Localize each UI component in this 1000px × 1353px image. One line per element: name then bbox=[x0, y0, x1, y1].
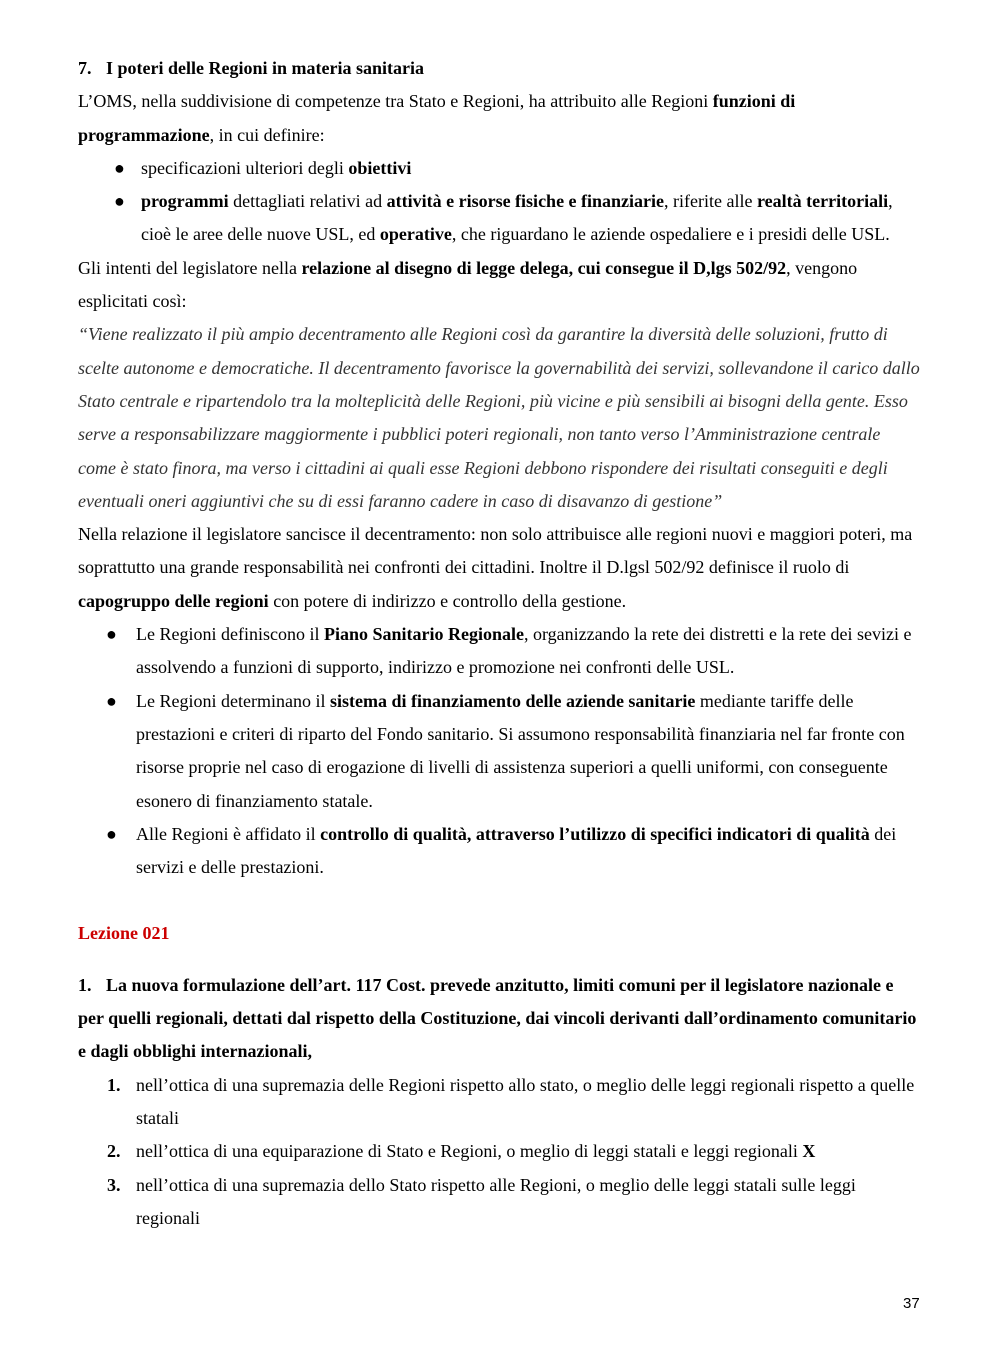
item-text: dettagliati relativi ad bbox=[228, 191, 387, 212]
list-item bbox=[78, 152, 920, 185]
answer-option bbox=[78, 1135, 920, 1168]
item-text: specificazioni ulteriori degli bbox=[141, 157, 349, 178]
list-item bbox=[78, 618, 920, 685]
intent-text: Gli intenti del legislatore nella bbox=[78, 257, 302, 278]
answer-text: nell’ottica di una supremazia dello Stato rispetto alle Regioni, o meglio delle leggi statali sulle leggi regionali bbox=[136, 1174, 856, 1228]
item-text: , riferite alle bbox=[664, 191, 757, 212]
bullet-icon: ● bbox=[106, 823, 117, 844]
question-text: La nuova formulazione dell’art. 117 Cost. prevede anzitutto, limiti comuni per il legislatore nazionale e per quelli regionali, dettati dal rispetto della Costituzione, dai vincoli derivanti dall’ordinamento comunitario e dagli obblighi internazionali, bbox=[78, 974, 917, 1062]
item-bold: obiettivi bbox=[348, 157, 412, 178]
intent-text-end: , vengono esplicitati così: bbox=[78, 257, 858, 312]
item-bold: attività e risorse fisiche e finanziarie bbox=[386, 191, 665, 212]
bullet-icon: ● bbox=[106, 624, 117, 645]
item-text: Le Regioni determinano il bbox=[136, 690, 330, 711]
answer-option bbox=[78, 1169, 920, 1236]
bullet-icon: ● bbox=[106, 690, 117, 711]
section-number: 7. bbox=[78, 58, 92, 78]
intro-paragraph bbox=[78, 85, 920, 152]
answer-number: 2. bbox=[107, 1141, 121, 1162]
item-text: , organizzando la rete dei distretti e la rete dei sevizi e assolvendo a funzioni di supporto, indirizzo e promozione nei confronti delle USL. bbox=[136, 624, 912, 678]
relation-text-end: con potere di indirizzo e controllo della gestione. bbox=[268, 590, 627, 611]
question-number: 1. bbox=[78, 974, 92, 995]
list-item bbox=[78, 185, 920, 252]
answer-number: 1. bbox=[107, 1074, 121, 1095]
question bbox=[78, 969, 920, 1069]
intent-bold: relazione al disegno di legge delega, cui consegue il D,lgs 502/92 bbox=[301, 257, 787, 278]
bullet-icon: ● bbox=[114, 157, 125, 178]
answer-list bbox=[78, 1069, 920, 1235]
section-title: I poteri delle Regioni in materia sanitaria bbox=[106, 58, 424, 78]
item-bold: controllo di qualità, attraverso l’utilizzo di specifici indicatori di qualità bbox=[320, 823, 870, 844]
section-heading bbox=[78, 52, 920, 85]
lesson-heading: Lezione 021 bbox=[78, 923, 170, 944]
objectives-list bbox=[78, 152, 920, 252]
item-bold: sistema di finanziamento delle aziende sanitarie bbox=[329, 690, 696, 711]
list-item bbox=[78, 685, 920, 818]
relation-text: Nella relazione il legislatore sancisce il decentramento: non solo attribuisce alle regioni nuovi e maggiori poteri, ma soprattutto una grande responsabilità nei confronti dei cittadini. Inoltre il D.lgsl 502/92 definisce il ruolo di bbox=[78, 524, 913, 578]
answer-text: nell’ottica di una supremazia delle Regioni rispetto allo stato, o meglio delle leggi regionali rispetto a quelle statali bbox=[136, 1074, 915, 1128]
intent-paragraph bbox=[78, 252, 920, 319]
document-page bbox=[78, 52, 920, 1235]
legislator-quote: “Viene realizzato il più ampio decentramento alle Regioni così da garantire la diversità delle soluzioni, frutto di scelte autonome e democratiche. Il decentramento favorisce la governabilità dei servizi, sollevandone il carico dallo Stato centrale e ripartendolo tra la molteplicità delle Regioni, più vicine e più sensibili ai bisogni della gente. Esso serve a responsabilizzare maggiormente i pubblici poteri regionali, non tanto verso l’Amministrazione centrale come è stato finora, ma verso i cittadini ai quali esse Regioni debbono rispondere dei risultati conseguiti e degli eventuali oneri aggiuntivi che su di essi faranno cadere in caso di disavanzo di gestione” bbox=[78, 324, 920, 511]
intro-bold: funzioni di programmazione bbox=[78, 91, 796, 145]
intro-text: L’OMS, nella suddivisione di competenze tra Stato e Regioni, ha attribuito alle Regioni bbox=[78, 91, 713, 112]
answer-option bbox=[78, 1069, 920, 1136]
list-item bbox=[78, 818, 920, 885]
answer-number: 3. bbox=[107, 1174, 121, 1195]
item-text: , che riguardano le aziende ospedaliere e i presidi delle USL. bbox=[451, 224, 890, 245]
item-bold: realtà territoriali bbox=[756, 191, 889, 212]
answer-text: nell’ottica di una equiparazione di Stato e Regioni, o meglio di leggi statali e leggi regionali bbox=[136, 1141, 803, 1162]
correct-answer-mark: X bbox=[802, 1141, 816, 1162]
item-bold: programmi bbox=[141, 191, 229, 212]
item-text: dei servizi e delle prestazioni. bbox=[136, 823, 897, 878]
relation-bold: capogruppo delle regioni bbox=[78, 590, 269, 611]
item-text: Le Regioni definiscono il bbox=[136, 624, 324, 645]
relation-paragraph bbox=[78, 518, 920, 618]
item-text: mediante tariffe delle prestazioni e criteri di riparto del Fondo sanitario. Si assumono responsabilità finanziaria nel far fronte con risorse proprie nel caso di erogazione di livelli di assistenza superiori a quelli uniformi, con conseguente esonero di finanziamento statale. bbox=[136, 690, 905, 811]
intro-text-end: , in cui definire: bbox=[209, 124, 325, 145]
item-bold: operative bbox=[379, 224, 452, 245]
item-text: Alle Regioni è affidato il bbox=[136, 823, 321, 844]
page-number: 37 bbox=[903, 1295, 920, 1312]
item-bold: Piano Sanitario Regionale bbox=[323, 624, 524, 645]
item-text: , cioè le aree delle nuove USL, ed bbox=[141, 191, 893, 245]
regions-duties-list bbox=[78, 618, 920, 884]
bullet-icon: ● bbox=[114, 191, 125, 212]
